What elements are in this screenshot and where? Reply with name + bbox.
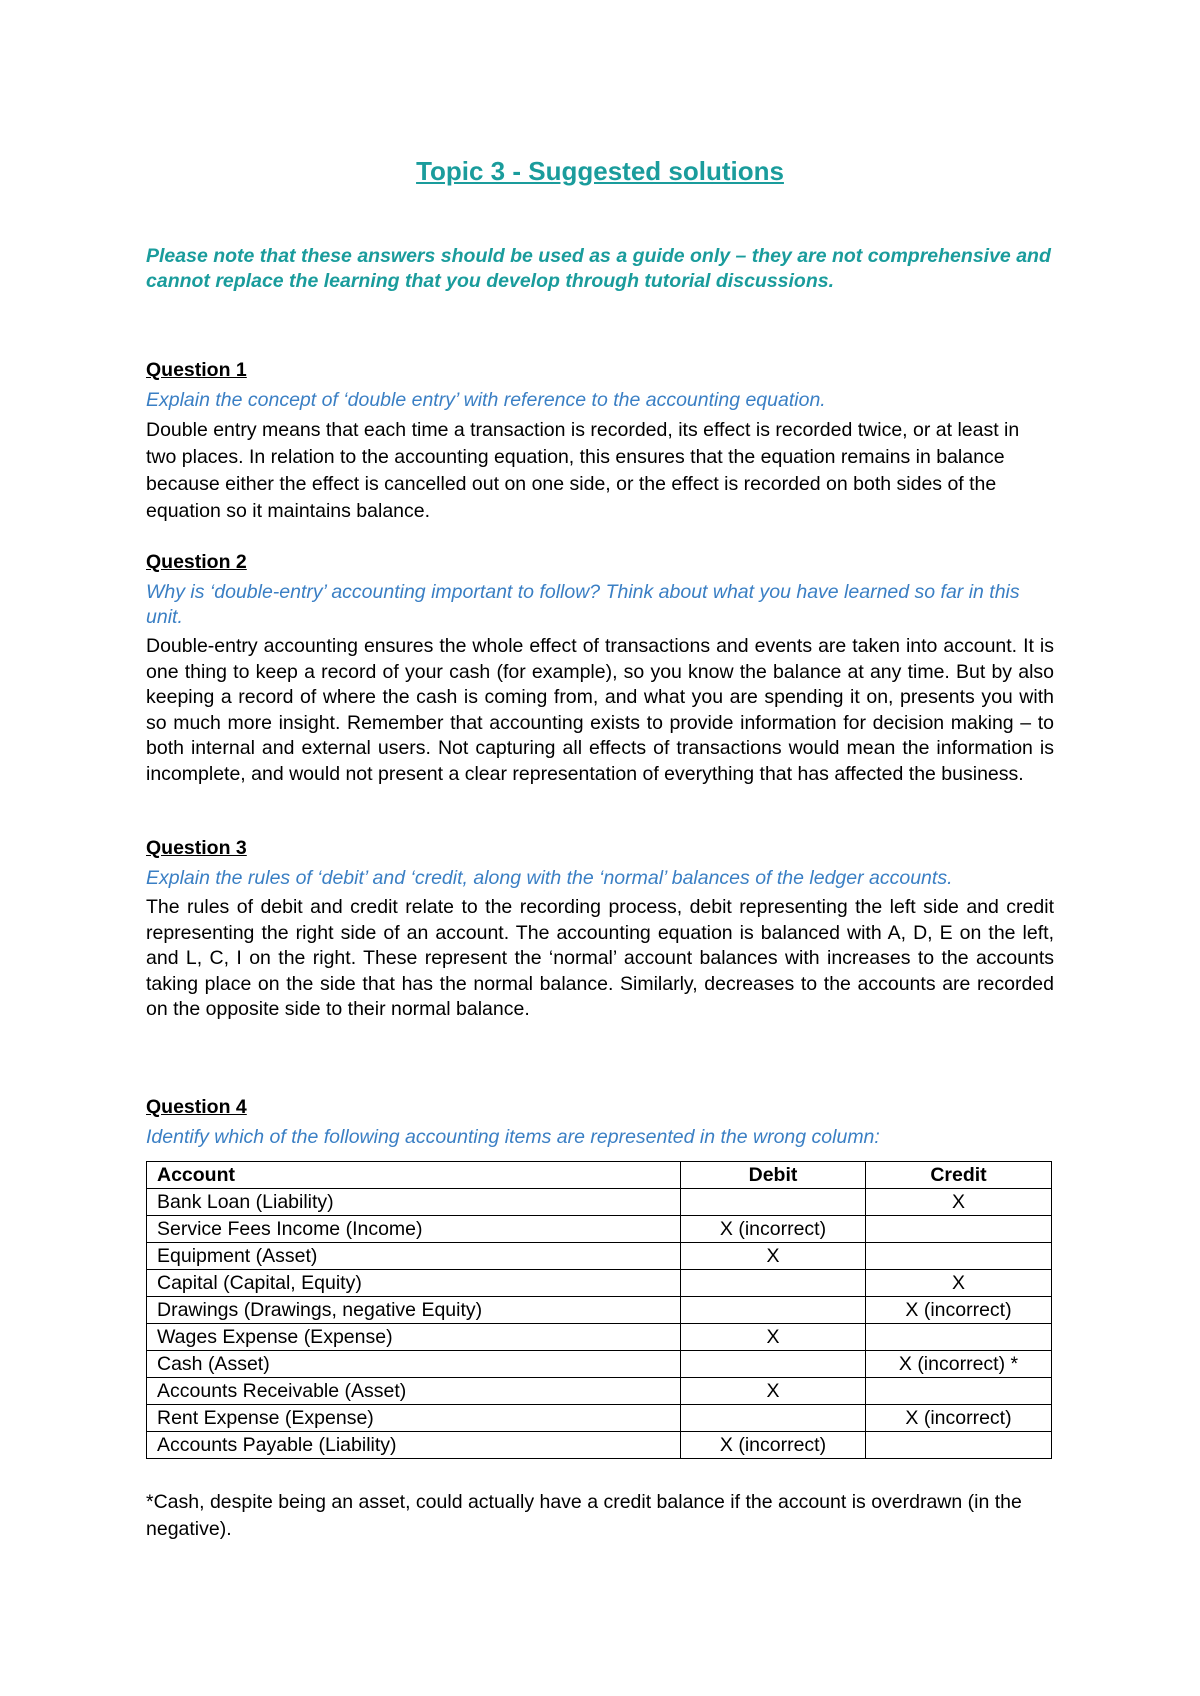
header-credit: Credit [866, 1162, 1052, 1189]
page-title: Topic 3 - Suggested solutions [416, 156, 784, 186]
debit-cell [681, 1351, 866, 1378]
question-prompt: Why is ‘double-entry’ accounting important to follow? Think about what you have learned so far in this unit. [146, 581, 1020, 628]
header-account: Account [147, 1162, 681, 1189]
question-prompt: Explain the rules of ‘debit’ and ‘credit, along with the ‘normal’ balances of the ledger accounts. [146, 867, 953, 889]
question-heading: Question 2 [146, 551, 247, 573]
question-heading: Question 4 [146, 1096, 247, 1118]
question-1-section [146, 358, 1054, 525]
question-prompt: Identify which of the following accounting items are represented in the wrong column: [146, 1126, 880, 1148]
account-cell: Equipment (Asset) [147, 1243, 681, 1270]
account-cell: Bank Loan (Liability) [147, 1189, 681, 1216]
account-cell: Accounts Receivable (Asset) [147, 1378, 681, 1405]
table-row [147, 1432, 1052, 1459]
table-row [147, 1270, 1052, 1297]
debit-cell [681, 1405, 866, 1432]
accounts-table [146, 1161, 1052, 1459]
credit-cell: X [866, 1189, 1052, 1216]
table-row [147, 1324, 1052, 1351]
debit-cell: X (incorrect) [681, 1432, 866, 1459]
debit-cell: X [681, 1378, 866, 1405]
credit-cell: X (incorrect) * [866, 1351, 1052, 1378]
account-cell: Rent Expense (Expense) [147, 1405, 681, 1432]
question-4-section [146, 1095, 1054, 1150]
question-3-section [146, 836, 1054, 1023]
credit-cell: X [866, 1270, 1052, 1297]
credit-cell [866, 1216, 1052, 1243]
account-cell: Capital (Capital, Equity) [147, 1270, 681, 1297]
question-answer: The rules of debit and credit relate to the recording process, debit representing the left side and credit representing the right side of an account. The accounting equation is balanced with A, D, E on the left, and L, C, I on the right. These represent the ‘normal’ account balances with increases to the accounts taking place on the side that has the normal balance. Similarly, decreases to the accounts are recorded on the opposite side to their normal balance. [146, 896, 1054, 1020]
debit-cell [681, 1297, 866, 1324]
credit-cell [866, 1378, 1052, 1405]
table-footnote: *Cash, despite being an asset, could actually have a credit balance if the account is overdrawn (in the negative). [146, 1491, 1022, 1540]
credit-cell [866, 1432, 1052, 1459]
debit-cell [681, 1189, 866, 1216]
header-debit: Debit [681, 1162, 866, 1189]
table-header-row [147, 1162, 1052, 1189]
table-row [147, 1297, 1052, 1324]
question-prompt: Explain the concept of ‘double entry’ with reference to the accounting equation. [146, 389, 826, 411]
debit-cell: X (incorrect) [681, 1216, 866, 1243]
debit-cell: X [681, 1243, 866, 1270]
account-cell: Service Fees Income (Income) [147, 1216, 681, 1243]
account-cell: Drawings (Drawings, negative Equity) [147, 1297, 681, 1324]
question-2-section [146, 550, 1054, 787]
credit-cell [866, 1243, 1052, 1270]
question-heading: Question 1 [146, 359, 247, 381]
table-row [147, 1216, 1052, 1243]
question-heading: Question 3 [146, 837, 247, 859]
account-cell: Accounts Payable (Liability) [147, 1432, 681, 1459]
credit-cell [866, 1324, 1052, 1351]
account-cell: Cash (Asset) [147, 1351, 681, 1378]
guide-note: Please note that these answers should be used as a guide only – they are not comprehensive and cannot replace the learning that you develop through tutorial discussions. [146, 245, 1051, 292]
credit-cell: X (incorrect) [866, 1297, 1052, 1324]
credit-cell: X (incorrect) [866, 1405, 1052, 1432]
question-answer: Double entry means that each time a transaction is recorded, its effect is recorded twice, or at least in two places. In relation to the accounting equation, this ensures that the equation remains in balance because either the effect is cancelled out on one side, or the effect is recorded on both sides of the equation so it maintains balance. [146, 419, 1020, 522]
table-row [147, 1378, 1052, 1405]
question-answer: Double-entry accounting ensures the whole effect of transactions and events are taken into account. It is one thing to keep a record of your cash (for example), so you know the balance at any time. But by also keeping a record of where the cash is coming from, and what you are spending it on, presents you with so much more insight. Remember that accounting exists to provide information for decision making – to both internal and external users. Not capturing all effects of transactions would mean the information is incomplete, and would not present a clear representation of everything that has affected the business. [146, 635, 1054, 785]
debit-cell [681, 1270, 866, 1297]
table-row [147, 1405, 1052, 1432]
table-row [147, 1243, 1052, 1270]
table-row [147, 1351, 1052, 1378]
debit-cell: X [681, 1324, 866, 1351]
account-cell: Wages Expense (Expense) [147, 1324, 681, 1351]
table-row [147, 1189, 1052, 1216]
